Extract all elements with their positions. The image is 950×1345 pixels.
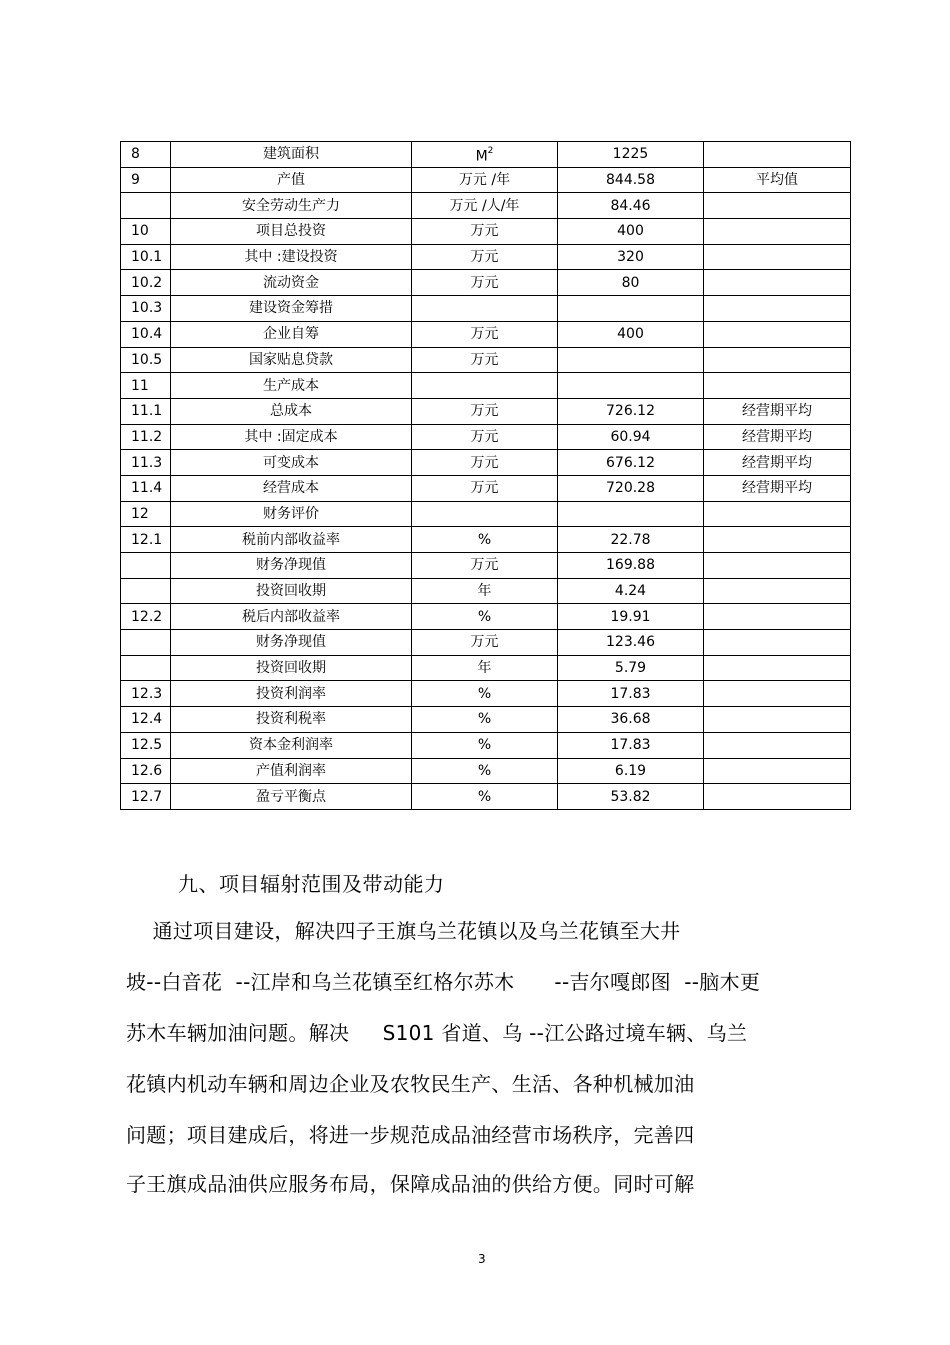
row-number-cell [121, 655, 171, 681]
row-number-cell [121, 321, 171, 347]
item-name-cell [171, 398, 412, 424]
unit-cell-text: 万元 /人/年 [449, 197, 520, 214]
unit-cell-text: % [477, 711, 492, 728]
row-number-cell-text: 12.1 [131, 531, 163, 548]
unit-cell-text: 年 [477, 660, 492, 677]
unit-cell [412, 219, 558, 245]
item-name-cell [171, 244, 412, 270]
item-name-cell [171, 321, 412, 347]
row-number-cell-text: 10.2 [131, 274, 163, 291]
unit-cell [412, 167, 558, 193]
value-cell [558, 578, 704, 604]
table-row [121, 219, 851, 245]
item-name-cell [171, 424, 412, 450]
table-row [121, 450, 851, 476]
item-name-cell-text: 企业自筹 [263, 326, 319, 343]
unit-cell-text: 万元 [470, 274, 499, 291]
row-number-cell [121, 527, 171, 553]
note-cell [704, 167, 851, 193]
value-cell [558, 270, 704, 296]
value-cell [558, 321, 704, 347]
value-cell-text: 22.78 [610, 531, 651, 548]
row-number-cell [121, 270, 171, 296]
row-number-cell-text: 12.5 [131, 737, 163, 754]
value-cell [558, 630, 704, 656]
unit-cell [412, 553, 558, 579]
item-name-cell [171, 553, 412, 579]
row-number-cell [121, 630, 171, 656]
row-number-cell [121, 604, 171, 630]
value-cell [558, 604, 704, 630]
unit-cell-text: 万元 [470, 223, 499, 240]
value-cell-text: 400 [617, 223, 644, 240]
note-cell [704, 784, 851, 810]
value-cell [558, 167, 704, 193]
item-name-cell [171, 655, 412, 681]
table-row [121, 167, 851, 193]
item-name-cell-text: 税前内部收益率 [242, 531, 340, 548]
value-cell-text: 5.79 [614, 660, 647, 677]
value-cell [558, 398, 704, 424]
value-cell [558, 296, 704, 322]
value-cell-text: 84.46 [610, 197, 651, 214]
item-name-cell-text: 财务评价 [263, 505, 319, 522]
unit-superscript: 2 [487, 145, 494, 156]
row-number-cell [121, 167, 171, 193]
row-number-cell [121, 142, 171, 168]
item-name-cell-text: 安全劳动生产力 [242, 197, 340, 214]
item-name-cell [171, 373, 412, 399]
item-name-cell-text: 投资利税率 [256, 711, 326, 728]
unit-cell [412, 244, 558, 270]
row-number-cell [121, 784, 171, 810]
item-name-cell-text: 项目总投资 [256, 223, 326, 240]
table-row [121, 553, 851, 579]
value-cell [558, 244, 704, 270]
row-number-cell-text: 10 [131, 223, 149, 240]
row-number-cell-text: 11.3 [131, 454, 163, 471]
row-number-cell [121, 681, 171, 707]
row-number-cell-text: 10.1 [131, 249, 163, 266]
table-row [121, 296, 851, 322]
unit-cell [412, 450, 558, 476]
table-row [121, 424, 851, 450]
table-row [121, 270, 851, 296]
row-number-cell [121, 424, 171, 450]
row-number-cell-text: 12.4 [131, 711, 163, 728]
table-row [121, 142, 851, 168]
value-cell-text: 80 [621, 274, 640, 291]
value-cell [558, 707, 704, 733]
row-number-cell [121, 398, 171, 424]
note-cell [704, 475, 851, 501]
unit-cell [412, 604, 558, 630]
row-number-cell-text: 12.3 [131, 685, 163, 702]
item-name-cell-text: 生产成本 [263, 377, 319, 394]
value-cell [558, 655, 704, 681]
note-cell-text: 平均值 [756, 172, 798, 189]
row-number-cell-text: 12.6 [131, 762, 163, 779]
value-cell [558, 475, 704, 501]
note-cell [704, 219, 851, 245]
unit-cell-text: 年 [477, 583, 492, 600]
row-number-cell-text: 11.2 [131, 428, 163, 445]
row-number-cell-text: 10.4 [131, 326, 163, 343]
row-number-cell-text: 12.2 [131, 608, 163, 625]
unit-cell-text: % [477, 531, 492, 548]
unit-cell [412, 475, 558, 501]
note-cell [704, 501, 851, 527]
table-row [121, 655, 851, 681]
unit-cell-text: 万元 [470, 326, 499, 343]
item-name-cell [171, 681, 412, 707]
unit-cell-text: 万元 [470, 249, 499, 266]
value-cell-text: 844.58 [606, 172, 655, 189]
unit-cell [412, 707, 558, 733]
row-number-cell [121, 193, 171, 219]
row-number-cell-text: 12.7 [131, 788, 163, 805]
item-name-cell [171, 193, 412, 219]
unit-cell-text: M [475, 148, 488, 165]
row-number-cell [121, 707, 171, 733]
row-number-cell-text: 8 [131, 146, 140, 163]
note-cell [704, 553, 851, 579]
row-number-cell [121, 732, 171, 758]
unit-cell [412, 578, 558, 604]
value-cell-text: 60.94 [610, 428, 651, 445]
value-cell [558, 501, 704, 527]
note-cell [704, 450, 851, 476]
row-number-cell-text: 10.3 [131, 300, 163, 317]
item-name-cell-text: 建设资金筹措 [249, 300, 333, 317]
item-name-cell [171, 142, 412, 168]
value-cell [558, 347, 704, 373]
note-cell [704, 527, 851, 553]
note-cell [704, 296, 851, 322]
note-cell [704, 655, 851, 681]
table-row [121, 784, 851, 810]
unit-cell [412, 501, 558, 527]
table-row [121, 707, 851, 733]
item-name-cell-text: 其中 :固定成本 [244, 428, 338, 445]
indicator-table [120, 141, 851, 810]
value-cell [558, 758, 704, 784]
item-name-cell [171, 527, 412, 553]
table-row [121, 321, 851, 347]
value-cell [558, 553, 704, 579]
table-row [121, 347, 851, 373]
table-row [121, 681, 851, 707]
value-cell-text: 726.12 [606, 403, 655, 420]
item-name-cell [171, 707, 412, 733]
row-number-cell-text: 10.5 [131, 351, 163, 368]
unit-cell-text: % [477, 608, 492, 625]
item-name-cell-text: 投资利润率 [256, 685, 326, 702]
value-cell-text: 400 [617, 326, 644, 343]
value-cell [558, 450, 704, 476]
item-name-cell [171, 450, 412, 476]
unit-cell-text: 万元 [470, 351, 499, 368]
value-cell-text: 6.19 [614, 762, 647, 779]
table-row [121, 578, 851, 604]
item-name-cell-text: 国家贴息贷款 [249, 351, 333, 368]
note-cell [704, 578, 851, 604]
item-name-cell [171, 167, 412, 193]
item-name-cell-text: 流动资金 [263, 274, 319, 291]
unit-cell [412, 347, 558, 373]
note-cell [704, 347, 851, 373]
row-number-cell [121, 219, 171, 245]
unit-cell [412, 784, 558, 810]
unit-cell [412, 321, 558, 347]
table-row [121, 501, 851, 527]
item-name-cell [171, 475, 412, 501]
table-row [121, 527, 851, 553]
item-name-cell-text: 投资回收期 [256, 660, 326, 677]
item-name-cell-text: 产值利润率 [256, 762, 326, 779]
item-name-cell-text: 资本金利润率 [249, 737, 333, 754]
note-cell [704, 321, 851, 347]
note-cell [704, 244, 851, 270]
table-row [121, 373, 851, 399]
unit-cell [412, 424, 558, 450]
note-cell [704, 758, 851, 784]
row-number-cell [121, 578, 171, 604]
value-cell [558, 219, 704, 245]
paragraph-line: 子王旗成品油供应服务布局，保障成品油的供给方便。同时可解 [126, 1172, 695, 1196]
row-number-cell-text: 11 [131, 377, 149, 394]
note-cell-text: 经营期平均 [742, 454, 812, 471]
unit-cell-text: 万元 [470, 634, 499, 651]
item-name-cell [171, 630, 412, 656]
item-name-cell [171, 501, 412, 527]
item-name-cell-text: 投资回收期 [256, 583, 326, 600]
unit-cell [412, 398, 558, 424]
indicator-table-body [121, 142, 851, 810]
row-number-cell-text: 12 [131, 505, 149, 522]
table-row [121, 475, 851, 501]
row-number-cell [121, 347, 171, 373]
unit-cell [412, 681, 558, 707]
item-name-cell-text: 盈亏平衡点 [256, 788, 326, 805]
value-cell-text: 53.82 [610, 788, 651, 805]
note-cell [704, 373, 851, 399]
value-cell-text: 36.68 [610, 711, 651, 728]
paragraph-line: 苏木车辆加油问题。解决 S101 省道、乌 --江公路过境车辆、乌兰 [126, 1021, 748, 1045]
row-number-cell [121, 758, 171, 784]
note-cell [704, 681, 851, 707]
note-cell [704, 630, 851, 656]
item-name-cell [171, 270, 412, 296]
section-heading: 九、项目辐射范围及带动能力 [178, 872, 445, 896]
paragraph-line: 问题；项目建成后，将进一步规范成品油经营市场秩序，完善四 [126, 1123, 695, 1147]
value-cell-text: 4.24 [614, 583, 647, 600]
unit-cell-text: 万元 [470, 480, 499, 497]
value-cell-text: 169.88 [606, 557, 655, 574]
item-name-cell [171, 296, 412, 322]
unit-cell [412, 527, 558, 553]
item-name-cell [171, 347, 412, 373]
unit-cell-text: 万元 [470, 428, 499, 445]
row-number-cell-text: 11.4 [131, 480, 163, 497]
note-cell [704, 707, 851, 733]
row-number-cell [121, 450, 171, 476]
page-number: 3 [478, 1252, 486, 1266]
unit-cell [412, 758, 558, 784]
item-name-cell [171, 732, 412, 758]
value-cell [558, 193, 704, 219]
unit-cell-text: 万元 [470, 454, 499, 471]
value-cell-text: 320 [617, 249, 644, 266]
item-name-cell [171, 578, 412, 604]
note-cell [704, 732, 851, 758]
paragraph-line: 坡--白音花 --江岸和乌兰花镇至红格尔苏木 --吉尔嘎郎图 --脑木更 [126, 970, 761, 994]
item-name-cell-text: 建筑面积 [263, 146, 319, 163]
unit-cell [412, 630, 558, 656]
row-number-cell [121, 244, 171, 270]
item-name-cell-text: 可变成本 [263, 454, 319, 471]
note-cell [704, 398, 851, 424]
paragraph-line: 花镇内机动车辆和周边企业及农牧民生产、生活、各种机械加油 [126, 1072, 695, 1096]
note-cell [704, 142, 851, 168]
item-name-cell-text: 产值 [277, 172, 305, 189]
unit-cell-text: % [477, 685, 492, 702]
unit-cell [412, 193, 558, 219]
value-cell [558, 373, 704, 399]
unit-cell-text: % [477, 737, 492, 754]
value-cell-text: 17.83 [610, 685, 651, 702]
row-number-cell-text: 11.1 [131, 403, 163, 420]
item-name-cell-text: 其中 :建设投资 [244, 249, 338, 266]
item-name-cell-text: 财务净现值 [256, 557, 326, 574]
item-name-cell [171, 604, 412, 630]
value-cell-text: 123.46 [606, 634, 655, 651]
item-name-cell-text: 财务净现值 [256, 634, 326, 651]
item-name-cell [171, 758, 412, 784]
paragraph-line: 通过项目建设，解决四子王旗乌兰花镇以及乌兰花镇至大井 [126, 919, 681, 943]
unit-cell [412, 732, 558, 758]
unit-cell-text: 万元 [470, 403, 499, 420]
unit-cell-text: % [477, 788, 492, 805]
row-number-cell [121, 373, 171, 399]
table-row [121, 398, 851, 424]
item-name-cell-text: 税后内部收益率 [242, 608, 340, 625]
unit-cell [412, 655, 558, 681]
row-number-cell [121, 553, 171, 579]
note-cell [704, 193, 851, 219]
value-cell [558, 424, 704, 450]
note-cell [704, 270, 851, 296]
table-row [121, 758, 851, 784]
item-name-cell [171, 784, 412, 810]
table-row [121, 244, 851, 270]
value-cell-text: 19.91 [610, 608, 651, 625]
value-cell-text: 17.83 [610, 737, 651, 754]
note-cell [704, 604, 851, 630]
value-cell [558, 784, 704, 810]
unit-cell-text: % [477, 762, 492, 779]
value-cell [558, 142, 704, 168]
value-cell-text: 1225 [612, 146, 649, 163]
unit-cell [412, 142, 558, 168]
table-row [121, 604, 851, 630]
item-name-cell-text: 经营成本 [263, 480, 319, 497]
unit-cell-text: 万元 /年 [458, 172, 511, 189]
note-cell-text: 经营期平均 [742, 403, 812, 420]
table-row [121, 732, 851, 758]
row-number-cell [121, 501, 171, 527]
value-cell-text: 676.12 [606, 454, 655, 471]
item-name-cell-text: 总成本 [270, 403, 312, 420]
note-cell-text: 经营期平均 [742, 480, 812, 497]
row-number-cell-text: 9 [131, 172, 140, 189]
unit-cell [412, 296, 558, 322]
note-cell-text: 经营期平均 [742, 428, 812, 445]
note-cell [704, 424, 851, 450]
value-cell-text: 720.28 [606, 480, 655, 497]
unit-cell [412, 270, 558, 296]
unit-cell-text: 万元 [470, 557, 499, 574]
value-cell [558, 732, 704, 758]
table-row [121, 193, 851, 219]
value-cell [558, 527, 704, 553]
row-number-cell [121, 475, 171, 501]
item-name-cell [171, 219, 412, 245]
value-cell [558, 681, 704, 707]
unit-cell [412, 373, 558, 399]
table-row [121, 630, 851, 656]
row-number-cell [121, 296, 171, 322]
